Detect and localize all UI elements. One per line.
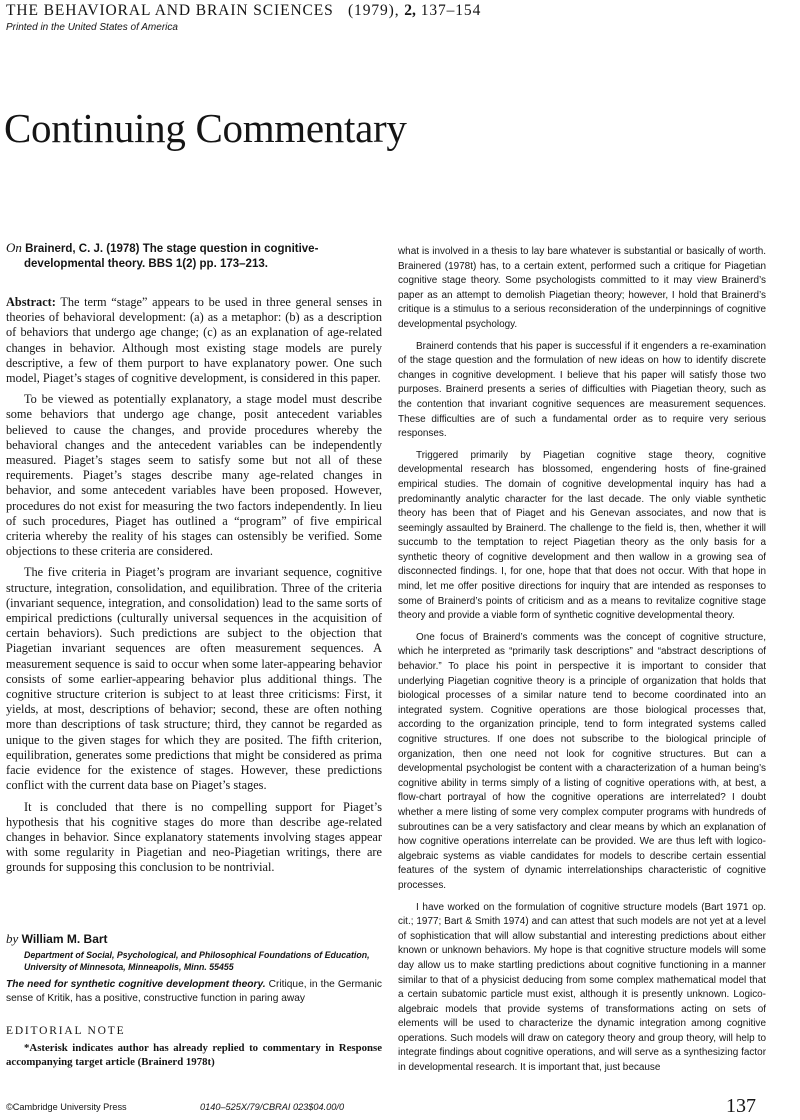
editorial-note-title: EDITORIAL NOTE bbox=[6, 1025, 126, 1037]
abstract-label: Abstract: bbox=[6, 295, 56, 309]
journal-pages: 137–154 bbox=[420, 2, 482, 19]
journal-name: THE BEHAVIORAL AND BRAIN SCIENCES bbox=[6, 2, 334, 19]
abstract-paragraph: It is concluded that there is no compelling support for Piaget’s hypothesis that his cognitive stages do more than describe age-related changes in behavior. Since explanatory statements involving stages appear with some regularity in Piagetian and neo-Piagetian writings, there are grounds for supposing this conclusion to be nontrivial. bbox=[6, 799, 382, 875]
footer-publisher: ©Cambridge University Press bbox=[6, 1102, 127, 1112]
author-by: by bbox=[6, 931, 19, 946]
affiliation-line2: University of Minnesota, Minneapolis, Minn. 55455 bbox=[24, 962, 234, 972]
author-affiliation bbox=[6, 949, 400, 973]
abstract-first-text: The term “stage” appears to be used in three general senses in theories of behavioral development: (a) as a metaphor: (b) as a description of behaviors that undergo age change; (c) as an explanation of age-related changes in behavior. Although most existing stage models are purely descriptive, a few of them purport to have explanatory power. One such model, Piaget’s stages of cognitive development, is considered in this paper. bbox=[6, 295, 382, 386]
journal-header bbox=[6, 2, 481, 20]
right-column bbox=[398, 245, 766, 1083]
author-name: William M. Bart bbox=[21, 932, 108, 946]
editorial-note-text: *Asterisk indicates author has already replied to commentary in Response accompanying target article (Brainerd 1978t) bbox=[6, 1042, 382, 1068]
journal-year: (1979), bbox=[348, 2, 400, 19]
affiliation-line1: Department of Social, Psychological, and Philosophical Foundations of Education, bbox=[24, 950, 370, 960]
abstract-paragraph: To be viewed as potentially explanatory, a stage model must describe some behaviors that undergo age change, posit antecedent variables believed to cause the changes, and provide procedures whereby the behavioral changes and the antecedent variables can be independently measured. Piaget’s stages seem to satisfy some but not all of these requirements. Piaget’s stages describe many age-related changes in behavior, and some antecedent variables have been proposed. However, procedures do not exist for measuring the two factors independently. In lieu of such procedures, Piaget has outlined a “program” of five empirical criteria whereby the reality of his stages can ostensibly be verified. Some objections to these criteria are considered. bbox=[6, 392, 382, 559]
commentary-opening bbox=[6, 978, 382, 1006]
target-citation-line1: Brainerd, C. J. (1978) The stage question in cognitive- bbox=[25, 243, 319, 255]
body-paragraph: One focus of Brainerd’s comments was the concept of cognitive structure, which he interpreted as “primarily task descriptions” and “abstract descriptions of behavior.” To place his point in perspective it is important to consider that underlying Piagetian cognitive theory is a principle of organization that holds that biological processes of a similar nature tend to become coordinated into an integrated system. Cognitive operations are those biological processes that, according to the organization principle, tend to form integrated systems called cognitive structures. If one does not subscribe to the biological principle of organization, then one need not look for cognitive structures. But can a developmental psychologist be content with a characterization of a human being’s cognitive ability in terms simply of a listing of cognitive operations with, at best, a flow-chart portrayal of how the cognitive operations are interrelated? I doubt whether a mere listing of some very complex computer programs with hundreds of subroutines can be a very satisfactory and clear means by which an explanation of how cognitive operations interrelate can be provided. We are thus left with logico-algebraic systems as viable candidates for models to describe certain essential features of the system of dynamic interrelationships characteristic of cognitive processes. bbox=[398, 631, 766, 891]
body-paragraph: what is involved in a thesis to lay bare whatever is substantial or basically of worth. Brainered (1978t) has, to a certain extent, performed such a critique for Piagetian cognitive stage theory. Some psychologists committed to it may view Brainerd’s paper as an attempt to demolish Piagetian theory; however, I hold that Brainerd’s critique is a stimulus to a serious reconsideration of the underpinnings of cognitive developmental psychology. bbox=[398, 246, 766, 330]
abstract-paragraph bbox=[6, 295, 382, 386]
body-paragraph: Triggered primarily by Piagetian cognitive stage theory, cognitive developmental research has blossomed, engendering hosts of fine-grained empirical studies. The domain of cognitive developmental inquiry has had a predominantly analytic character for the last decade. The only viable synthetic theory has been that of Piaget and his Genevan associates, and now that is seemingly assaulted by Brainerd. The challenge to the field is, then, whether it will succumb to the temptation to reject Piagetian theory as the only basis for a synthetic theory of cognitive development and then wallow in a growing sea of disconnected findings. I, for one, hope that that does not occur. With that hope in mind, let me offer positive directions for inquiry that are intended as responses to some of Brainerd’s points of criticism and as a means to revitalize cognitive stage theory and provide a viable form of synthetic cognitive developmental theory. bbox=[398, 449, 766, 622]
target-citation-line2: developmental theory. BBS 1(2) pp. 173–213. bbox=[24, 258, 268, 270]
target-article-citation bbox=[6, 240, 382, 272]
body-paragraph: Brainerd contends that his paper is successful if it engenders a re-examination of the stage question and the formulation of new ideas on how to identify discrete changes in cognitive development. I believe that his paper will satisfy those two purposes. Brainerd presents a series of difficulties with Piagetian theory, such as the contention that invariant cognitive sequences are measurement sequences. These difficulties are of such a fundamental order as to require very serious responses. bbox=[398, 340, 766, 440]
page-number: 137 bbox=[726, 1095, 756, 1117]
abstract bbox=[6, 295, 382, 882]
body-paragraph: I have worked on the formulation of cognitive structure models (Bart 1971 op. cit.; 1977; Bart & Smith 1974) and can attest that such models are not yet at a level of sophistication that will allow substantial and interesting predictions about either known or unknown behaviors. My hope is that cognitive structure models will some day allow us to make startling predictions about cognitive functioning in a manner similar to that of a physicist deducing from some complex mathematical model that a certain subatomic particle must exist, although it is presently unknown. Logico-algebraic models that provide systems of transformations acting on sets of elements will be used to characterize the dynamic integration among cognitive operations. Such models will draw on category theory and group theory, will help to integrate findings about cognitive operations, and will serve as a synthesizing factor in developmental research. It is important that, just because bbox=[398, 901, 766, 1074]
commentary-intro: Critique, in the Germanic sense of Kritik, has a positive, constructive function in paring away bbox=[6, 979, 382, 1004]
abstract-paragraph: The five criteria in Piaget’s program are invariant sequence, cognitive structure, integration, consolidation, and equilibration. Three of the criteria (invariant sequence, integration, and consolidation) lead to the same sorts of empirical predictions (culturally universal sequences in the acquisition of certain behaviors). Such predictions are subject to the objection that Piagetian invariant sequences are often measurement sequences. A measurement sequence is said to occur when some later-appearing behavior consists of some earlier-appearing behavior plus additional things. The cognitive structure criterion is subject to at least three criticisms: First, it yields, at most, descriptions of behavior; second, these are often nothing more than descriptions of task structure; third, they cannot be regarded as unique to the given stages for which they are posited. The fifth criterion, equilibration, generates some predictions that might be considered as prima facie evidence for the existence of stages. However, these predictions conflict with the current data base on Piaget’s stages. bbox=[6, 565, 382, 793]
printed-notice: Printed in the United States of America bbox=[6, 22, 178, 33]
footer-code: 0140–525X/79/CBRAI 023$04.00/0 bbox=[200, 1102, 345, 1112]
target-prefix: On bbox=[6, 240, 22, 255]
author-line bbox=[6, 931, 382, 947]
section-title: Continuing Commentary bbox=[4, 105, 407, 151]
journal-volume: 2, bbox=[404, 2, 416, 19]
commentary-title: The need for synthetic cognitive development theory. bbox=[6, 979, 266, 990]
